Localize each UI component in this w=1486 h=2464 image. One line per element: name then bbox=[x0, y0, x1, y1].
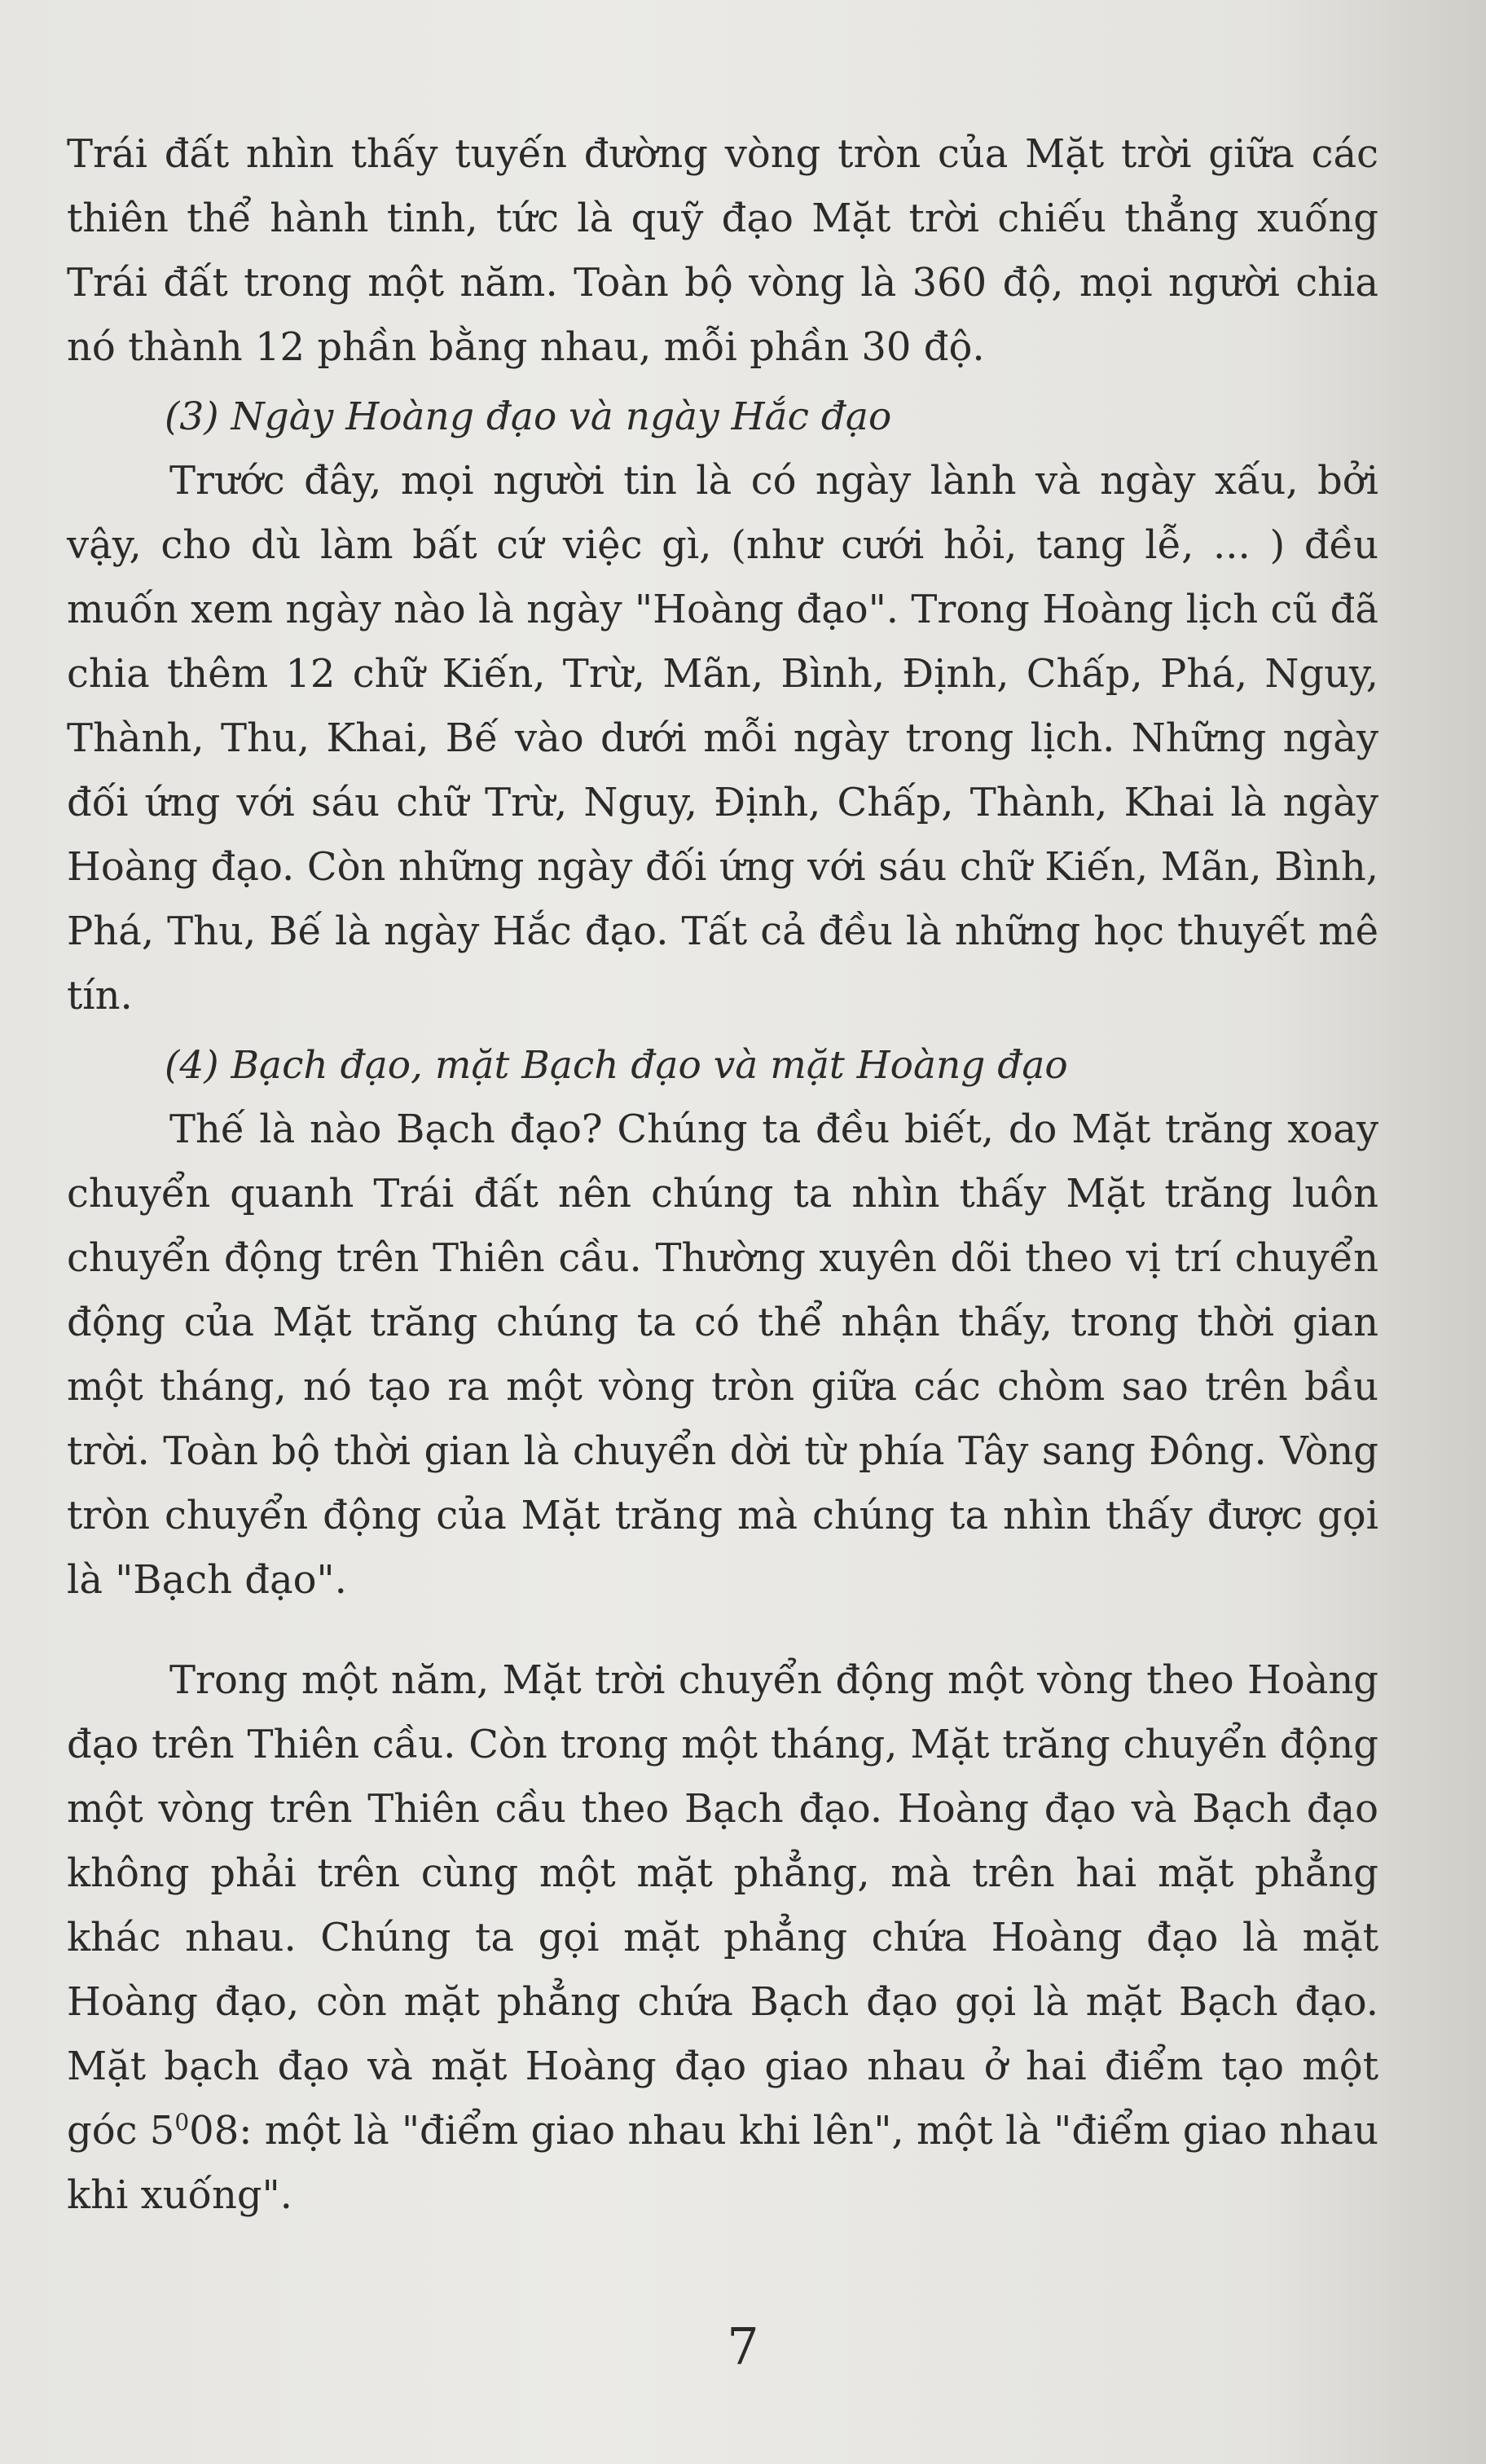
paragraph-2-text-a: Trong một năm, Mặt trời chuyển động một vòng theo Hoàng đạo trên Thiên cầu. Còn trong một tháng, Mặt trăng chuyển động một vòng trên Thiên cầu theo Bạch đạo. Hoàng đạo và Bạch đạo không phải trên cùng một mặt phẳng, mà trên hai mặt phẳng khác nhau. Chúng ta gọi mặt phẳng chứa Hoàng đạo là mặt Hoàng đạo, còn mặt phẳng chứa Bạch đạo gọi là mặt Bạch đạo. Mặt bạch đạo và mặt Hoàng đạo giao nhau ở hai điểm tạo một góc 5 bbox=[67, 1657, 1378, 2154]
degree-mark: 0 bbox=[174, 2109, 190, 2136]
section-3-heading: (3) Ngày Hoàng đạo và ngày Hắc đạo bbox=[165, 394, 892, 439]
section-4-paragraph-2 bbox=[67, 1648, 1378, 2228]
paragraph-2-text-b: 08: một là "điểm giao nhau khi lên", một là "điểm giao nhau khi xuống". bbox=[67, 2108, 1378, 2218]
section-4-paragraph-1: Thế là nào Bạch đạo? Chúng ta đều biết, do Mặt trăng xoay chuyển quanh Trái đất nên chúng ta nhìn thấy Mặt trăng luôn chuyển động trên Thiên cầu. Thường xuyên dõi theo vị trí chuyển động của Mặt trăng chúng ta có thể nhận thấy, trong thời gian một tháng, nó tạo ra một vòng tròn giữa các chòm sao trên bầu trời. Toàn bộ thời gian là chuyển dời từ phía Tây sang Đông. Vòng tròn chuyển động của Mặt trăng mà chúng ta nhìn thấy được gọi là "Bạch đạo". bbox=[67, 1107, 1378, 1603]
page-body bbox=[67, 122, 1378, 2228]
intro-paragraph: Trái đất nhìn thấy tuyến đường vòng tròn của Mặt trời giữa các thiên thể hành tinh, tức là quỹ đạo Mặt trời chiếu thẳng xuống Trái đất trong một năm. Toàn bộ vòng là 360 độ, mọi người chia nó thành 12 phần bằng nhau, mỗi phần 30 độ. bbox=[67, 131, 1378, 370]
section-4-heading: (4) Bạch đạo, mặt Bạch đạo và mặt Hoàng đạo bbox=[165, 1043, 1068, 1088]
section-3-paragraph: Trước đây, mọi người tin là có ngày lành và ngày xấu, bởi vậy, cho dù làm bất cứ việc gì, (như cưới hỏi, tang lễ, ... ) đều muốn xem ngày nào là ngày "Hoàng đạo". Trong Hoàng lịch cũ đã chia thêm 12 chữ Kiến, Trừ, Mãn, Bình, Định, Chấp, Phá, Nguy, Thành, Thu, Khai, Bế vào dưới mỗi ngày trong lịch. Những ngày đối ứng với sáu chữ Trừ, Nguy, Định, Chấp, Thành, Khai là ngày Hoàng đạo. Còn những ngày đối ứng với sáu chữ Kiến, Mãn, Bình, Phá, Thu, Bế là ngày Hắc đạo. Tất cả đều là những học thuyết mê tín. bbox=[67, 458, 1378, 1019]
page-number: 7 bbox=[727, 2317, 759, 2376]
